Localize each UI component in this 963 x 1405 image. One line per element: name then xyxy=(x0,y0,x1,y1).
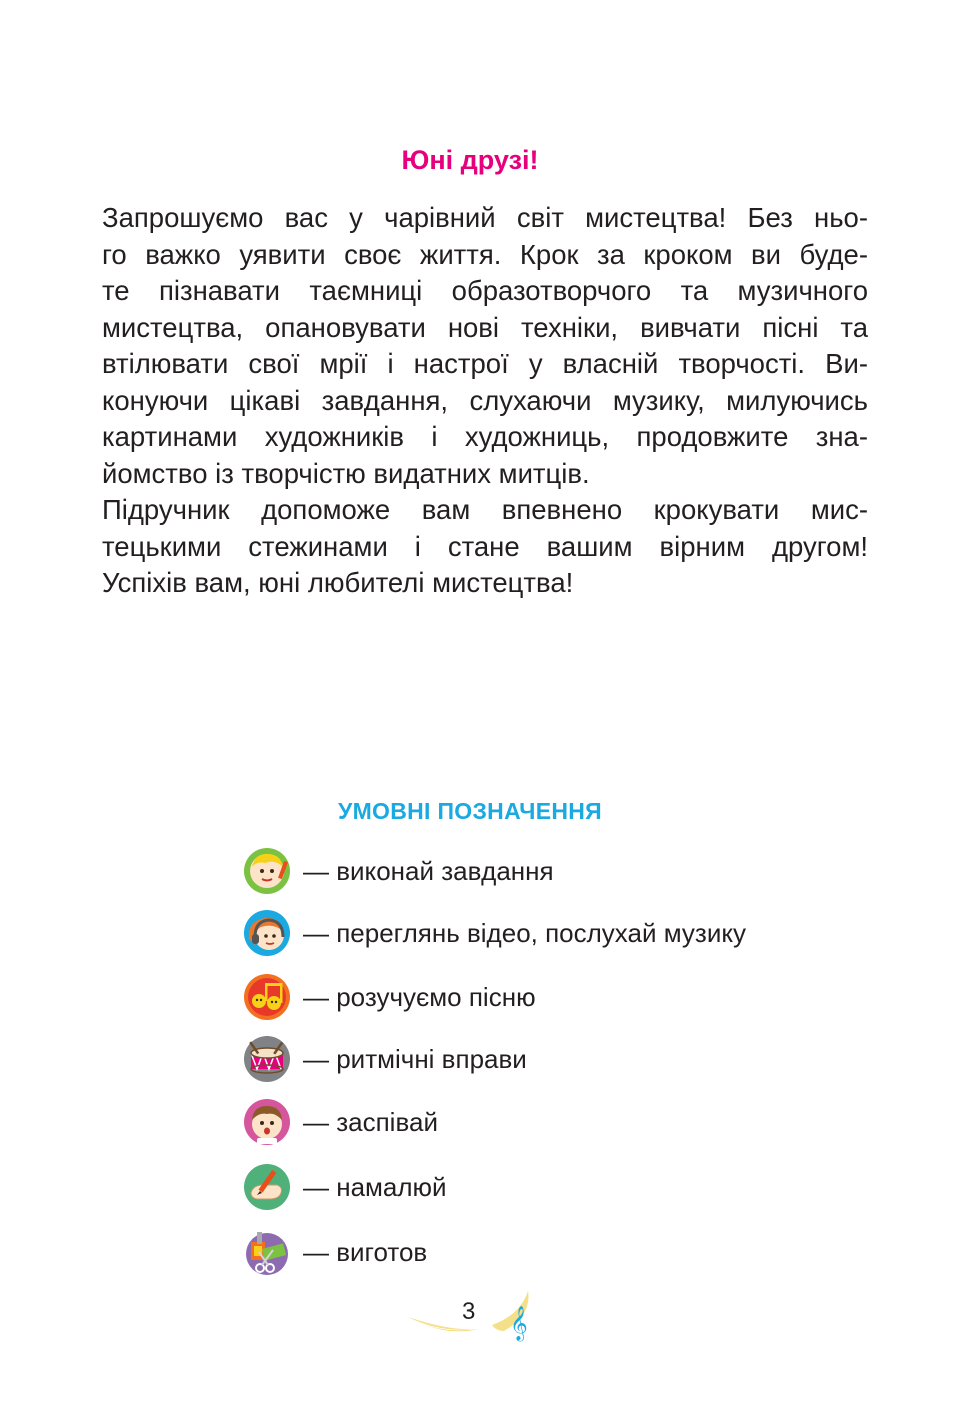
intro-line: конуючи цікаві завдання, слухаючи музику, милуючись xyxy=(102,384,868,416)
intro-line: тецькими стежинами і стане вашим вірним другом! xyxy=(102,530,868,562)
legend-item-label: — розучуємо пісню xyxy=(303,981,536,1012)
drum-icon xyxy=(243,1035,291,1083)
intro-line: те пізнавати таємниці образотворчого та музичного xyxy=(102,275,868,306)
intro-line: мистецтва, опановувати нові техніки, вивчати пісні та xyxy=(102,311,868,343)
legend-item-make xyxy=(243,1228,427,1276)
intro-text xyxy=(74,200,868,602)
legend-item-rhythm xyxy=(243,1035,527,1083)
legend-item-label: — виготов xyxy=(303,1236,428,1267)
intro-paragraph-2 xyxy=(74,492,868,602)
scissors-glue-icon xyxy=(243,1228,291,1276)
page-number: 3 xyxy=(462,1298,476,1325)
drawing-hand-icon xyxy=(243,1163,291,1211)
legend-item-video-music xyxy=(243,909,746,957)
headphones-girl-icon xyxy=(243,909,291,957)
intro-line: го важко уявити своє життя. Крок за кроком ви буде- xyxy=(102,238,868,270)
intro-line: Підручник допоможе вам впевнено крокувати мис- xyxy=(102,494,868,525)
intro-line: картинами художників і художниць, продовжите зна- xyxy=(102,421,868,452)
page-greeting-title: Юні друзі! xyxy=(401,145,539,175)
legend-item-draw xyxy=(243,1163,447,1211)
intro-line: втілювати свої мрії і настрої у власній творчості. Ви- xyxy=(102,348,868,379)
intro-line: Запрошуємо вас у чарівний світ мистецтва! Без ньо- xyxy=(102,202,868,233)
legend-title: УМОВНІ ПОЗНАЧЕННЯ xyxy=(337,798,602,824)
intro-paragraph-1 xyxy=(74,200,868,492)
legend-item-label: — переглянь відео, послухай музику xyxy=(303,917,747,948)
legend-item-label: — намалюй xyxy=(303,1171,447,1202)
legend-item-song xyxy=(243,973,536,1021)
intro-line: Успіхів вам, юні любителі мистецтва! xyxy=(102,567,574,598)
svg-text:𝄞: 𝄞 xyxy=(510,1306,528,1341)
legend-item-label: — ритмічні вправи xyxy=(303,1043,527,1074)
music-notes-icon xyxy=(243,973,291,1021)
legend-item-label: — виконай завдання xyxy=(303,855,554,886)
singing-boy-icon xyxy=(243,1098,291,1146)
legend-item-sing xyxy=(243,1098,438,1146)
legend-item-label: — заспівай xyxy=(303,1106,438,1137)
intro-line: йомство із творчістю видатних митців. xyxy=(102,457,590,489)
legend-item-task xyxy=(243,847,554,895)
task-boy-icon xyxy=(243,847,291,895)
